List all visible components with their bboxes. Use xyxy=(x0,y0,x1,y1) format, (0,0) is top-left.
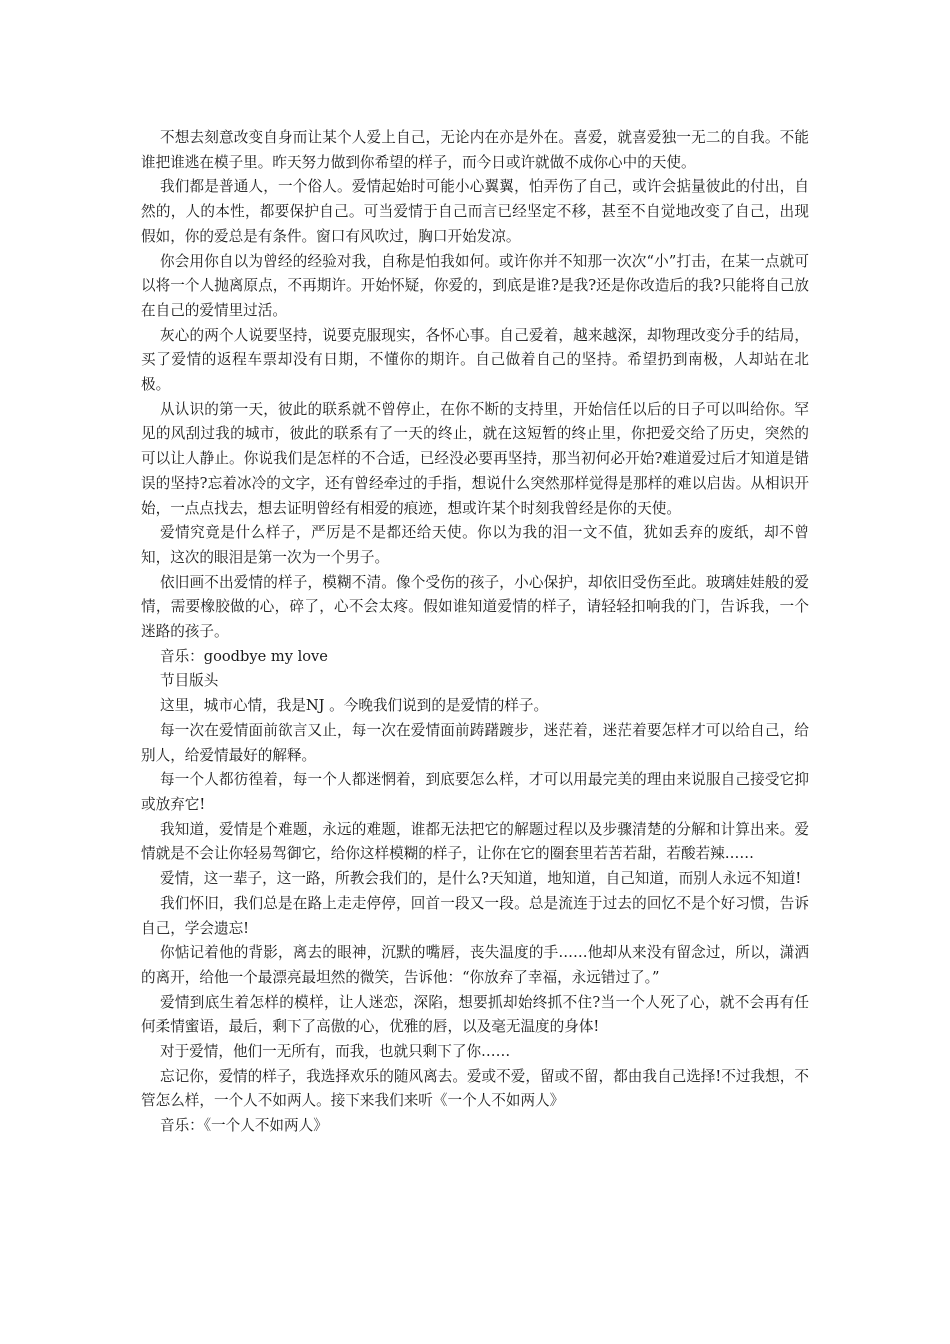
paragraph: 你会用你自以为曾经的经验对我，自称是怕我如何。或许你并不知那一次次“小”打击，在某一点就可以将一个人抛离原点，不再期许。开始怀疑，你爱的，到底是谁?是我?还是你改造后的我?只能将自己放在自己的爱情里过活。 xyxy=(141,252,809,319)
paragraph: 我们都是普通人，一个俗人。爱情起始时可能小心翼翼，怕弄伤了自己，或许会掂量彼此的付出，自然的，人的本性，都要保护自己。可当爱情于自己而言已经坚定不移，甚至不自觉地改变了自己，出现假如，你的爱总是有条件。窗口有风吹过，胸口开始发凉。 xyxy=(141,178,809,245)
paragraph: 不想去刻意改变自身而让某个人爱上自己，无论内在亦是外在。喜爱，就喜爱独一无二的自我。不能谁把谁逃在模子里。昨天努力做到你希望的样子，而今日或许就做不成你心中的天使。 xyxy=(141,129,809,171)
paragraph: 从认识的第一天，彼此的联系就不曾停止，在你不断的支持里，开始信任以后的日子可以叫给你。罕见的风刮过我的城市，彼此的联系有了一天的终止，就在这短暂的终止里，你把爱交给了历史，突然的可以让人静止。你说我们是怎样的不合适，已经没必要再坚持，那当初何必开始?难道爱过后才知道是错误的坚持?忘着冰冷的文字，还有曾经牵过的手指，想说什么突然那样觉得是那样的难以启齿。从相识开始，一点点找去，想去证明曾经有相爱的痕迹，想或许某个时刻我曾经是你的天使。 xyxy=(141,400,809,517)
paragraph: 你惦记着他的背影，离去的眼神，沉默的嘴唇，丧失温度的手……他却从来没有留念过，所以，潇洒的离开，给他一个最漂亮最坦然的微笑，告诉他：“你放弃了幸福，永远错过了。” xyxy=(141,944,809,986)
paragraph: 爱情究竟是什么样子，严厉是不是都还给天使。你以为我的泪一文不值，犹如丢弃的废纸，却不曾知，这次的眼泪是第一次为一个男子。 xyxy=(141,524,809,566)
paragraph: 爱情到底生着怎样的模样，让人迷恋，深陷，想要抓却始终抓不住?当一个人死了心，就不会再有任何柔情蜜语，最后，剩下了高傲的心，优雅的唇，以及毫无温度的身体! xyxy=(141,993,809,1036)
music-note: 音乐：goodbye my love xyxy=(159,647,328,665)
program-header-note: 节目版头 xyxy=(159,672,219,690)
paragraph: 依旧画不出爱情的样子，模糊不清。像个受伤的孩子，小心保护，却依旧受伤至此。玻璃娃娃般的爱情，需要橡胶做的心，碎了，心不会太疼。假如谁知道爱情的样子，请轻轻扣响我的门，告诉我，一个迷路的孩子。 xyxy=(141,573,809,641)
paragraph: 对于爱情，他们一无所有，而我，也就只剩下了你…… xyxy=(159,1043,511,1061)
document-body xyxy=(141,126,809,1139)
paragraph: 爱情，这一辈子，这一路，所教会我们的，是什么?天知道，地知道，自己知道，而别人永远不知道! xyxy=(159,870,802,888)
paragraph: 我们怀旧，我们总是在路上走走停停，回首一段又一段。总是流连于过去的回忆不是个好习惯，告诉自己，学会遗忘! xyxy=(141,894,809,937)
paragraph: 我知道，爱情是个难题，永远的难题，谁都无法把它的解题过程以及步骤清楚的分解和计算出来。爱情就是不会让你轻易驾御它，给你这样模糊的样子，让你在它的圈套里若苦若甜，若酸若辣…… xyxy=(141,820,809,863)
paragraph: 忘记你，爱情的样子，我选择欢乐的随风离去。爱或不爱，留或不留，都由我自己选择!不过我想，不管怎么样，一个人不如两人。接下来我们来听《一个人不如两人》 xyxy=(141,1067,809,1110)
paragraph: 这里，城市心情，我是NJ 。今晚我们说到的是爱情的样子。 xyxy=(159,697,549,715)
music-note: 音乐：《一个人不如两人》 xyxy=(159,1117,328,1135)
paragraph: 每一次在爱情面前欲言又止，每一次在爱情面前踌躇踱步，迷茫着，迷茫着要怎样才可以给自己，给别人，给爱情最好的解释。 xyxy=(141,721,809,764)
paragraph: 每一个人都彷徨着，每一个人都迷惘着，到底要怎么样，才可以用最完美的理由来说服自己接受它抑或放弃它! xyxy=(141,771,809,813)
paragraph: 灰心的两个人说要坚持，说要克服现实，各怀心事。自己爱着，越来越深，却物理改变分手的结局，买了爱情的返程车票却没有日期，不懂你的期许。自己做着自己的坚持。希望扔到南极，人却站在北极。 xyxy=(141,326,809,394)
